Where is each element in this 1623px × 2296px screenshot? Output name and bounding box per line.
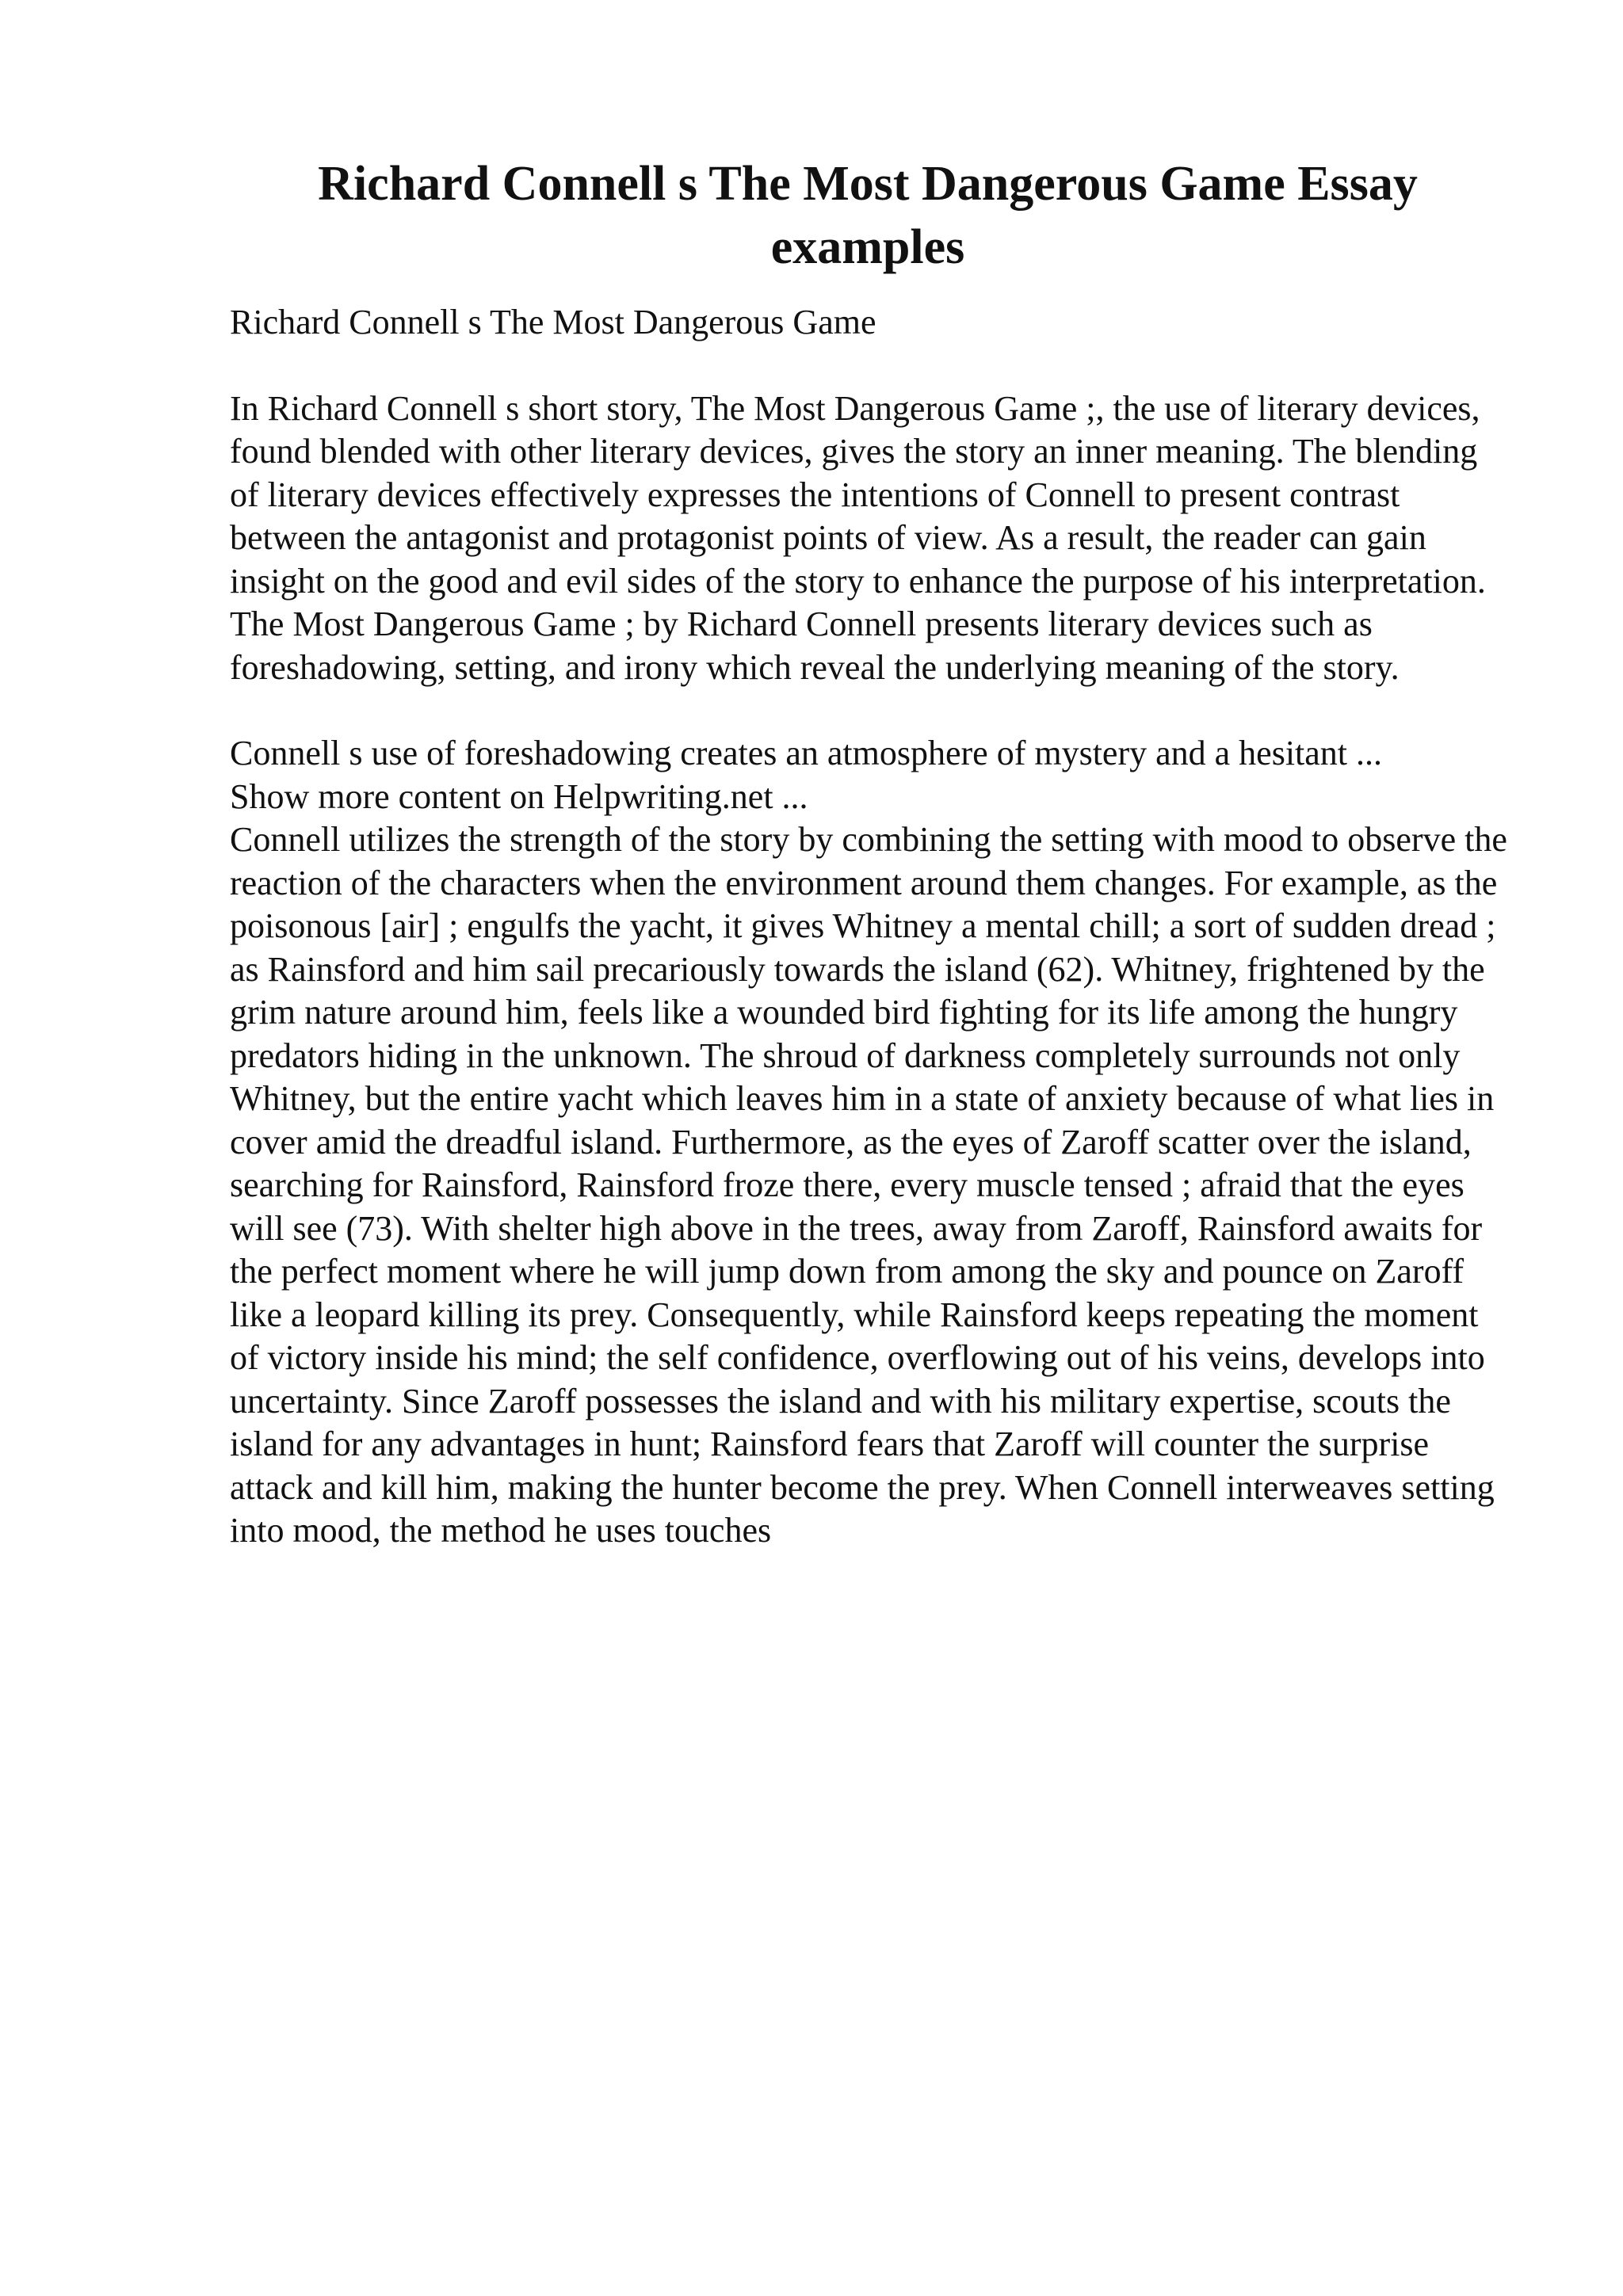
show-more-link-text: Show more content on Helpwriting.net ... bbox=[230, 776, 808, 816]
paragraph-spacer bbox=[230, 345, 1514, 387]
paragraph-foreshadowing: Connell s use of foreshadowing creates an atmosphere of mystery and a hesitant ... bbox=[230, 734, 1383, 772]
paragraph-spacer bbox=[230, 689, 1514, 732]
essay-subtitle: Richard Connell s The Most Dangerous Game bbox=[230, 303, 876, 341]
essay-body bbox=[230, 301, 1514, 1553]
paragraph-setting: Connell utilizes the strength of the story by combining the setting with mood to observe the reaction of the characters when the environment around them changes. For example, as the poisonous [air] ; engulfs the yacht, it gives Whitney a mental chill; a sort of sudden dread ; as Rainsford and him sail precariously towards the island (62). Whitney, frightened by the grim nature around him, feels like a wounded bird fighting for its life among the hungry predators hiding in the unknown. The shroud of darkness completely surrounds not only Whitney, but the entire yacht which leaves him in a state of anxiety because of what lies in cover amid the dreadful island. Furthermore, as the eyes of Zaroff scatter over the island, searching for Rainsford, Rainsford froze there, every muscle tensed ; afraid that the eyes will see (73). With shelter high above in the trees, away from Zaroff, Rainsford awaits for the perfect moment where he will jump down from among the sky and pounce on Zaroff like a leopard killing its prey. Consequently, while Rainsford keeps repeating the moment of victory inside his mind; the self confidence, overflowing out of his veins, develops into uncertainty. Since Zaroff possesses the island and with his military expertise, scouts the island for any advantages in hunt; Rainsford fears that Zaroff will counter the surprise attack and kill him, making the hunter become the prey. When Connell interweaves setting into mood, the method he uses touches bbox=[230, 820, 1507, 1550]
essay-title: Richard Connell s The Most Dangerous Game Essay examples bbox=[318, 157, 1418, 274]
paragraph-intro: In Richard Connell s short story, The Most Dangerous Game ;, the use of literary devices, found blended with other literary devices, gives the story an inner meaning. The blending of literary devices effectively expresses the intentions of Connell to present contrast between the antagonist and protagonist points of view. As a result, the reader can gain insight on the good and evil sides of the story to enhance the purpose of his interpretation. The Most Dangerous Game ; by Richard Connell presents literary devices such as foreshadowing, setting, and irony which reveal the underlying meaning of the story. bbox=[230, 388, 1486, 687]
